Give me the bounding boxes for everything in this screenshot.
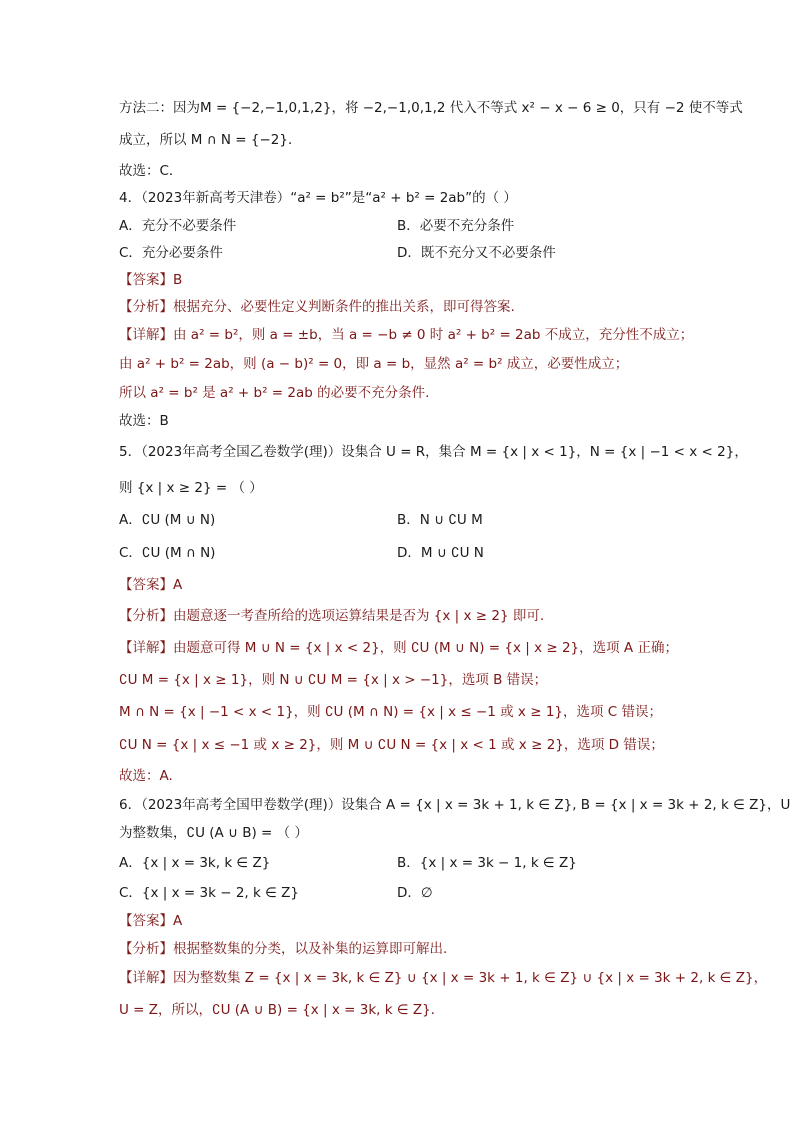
q4-detail-line3: 所以 a² = b² 是 a² + b² = 2ab 的必要不充分条件.	[119, 385, 430, 401]
q4-answer: 【答案】B	[119, 272, 183, 288]
q6-option-d: D．∅	[397, 885, 433, 901]
q3-method2-line2: 成立，所以 M ∩ N = {−2}．	[119, 132, 302, 148]
q5-detail-line1: 【详解】由题意可得 M ∪ N = {x | x < 2}，则 ∁U (M ∪ N) = {x | x ≥ 2}，选项 A 正确；	[119, 640, 678, 656]
q5-option-a: A．∁U (M ∪ N)	[119, 512, 216, 528]
q5-option-d: D．M ∪ ∁U N	[397, 545, 484, 561]
q5-stem-line2: 则 {x | x ≥ 2} = （ ）	[119, 480, 263, 496]
q3-method2-line1: 方法二：因为M = {−2,−1,0,1,2}，将 −2,−1,0,1,2 代入不等式 x² − x − 6 ≥ 0，只有 −2 使不等式	[119, 100, 743, 116]
q3-conclusion: 故选：C．	[119, 163, 183, 179]
q5-option-b: B．N ∪ ∁U M	[397, 512, 483, 528]
q4-detail-line1: 【详解】由 a² = b²，则 a = ±b，当 a = −b ≠ 0 时 a² + b² = 2ab 不成立，充分性不成立；	[119, 327, 694, 343]
q5-stem-line1: 5．（2023年高考全国乙卷数学(理)）设集合 U = R，集合 M = {x | x < 1}，N = {x | −1 < x < 2}，	[119, 444, 748, 460]
q5-detail-line4: ∁U N = {x | x ≤ −1 或 x ≥ 2}，则 M ∪ ∁U N = {x | x < 1 或 x ≥ 2}，选项 D 错误；	[119, 737, 664, 753]
q4-option-c: C．充分必要条件	[119, 245, 223, 261]
q6-detail-line2: U = Z，所以，∁U (A ∪ B) = {x | x = 3k, k ∈ Z}．	[119, 1002, 445, 1018]
q4-detail-line2: 由 a² + b² = 2ab，则 (a − b)² = 0，即 a = b，显然 a² = b² 成立，必要性成立；	[119, 356, 629, 372]
q4-option-b: B．必要不充分条件	[397, 218, 515, 234]
q4-analysis: 【分析】根据充分、必要性定义判断条件的推出关系，即可得答案.	[119, 299, 515, 315]
q4-stem: 4．（2023年新高考天津卷）“a² = b²”是“a² + b² = 2ab”的（ ）	[119, 190, 517, 206]
q6-option-c: C．{x | x = 3k − 2, k ∈ Z}	[119, 885, 299, 901]
q4-option-a: A．充分不必要条件	[119, 218, 237, 234]
q6-stem-line1: 6．（2023年高考全国甲卷数学(理)）设集合 A = {x | x = 3k + 1, k ∈ Z}, B = {x | x = 3k + 2, k ∈ Z}，U	[119, 797, 791, 813]
q6-analysis: 【分析】根据整数集的分类，以及补集的运算即可解出.	[119, 941, 448, 957]
q5-conclusion: 故选：A.	[119, 768, 173, 784]
q5-detail-line3: M ∩ N = {x | −1 < x < 1}，则 ∁U (M ∩ N) = {x | x ≤ −1 或 x ≥ 1}，选项 C 错误；	[119, 704, 663, 720]
q6-option-a: A．{x | x = 3k, k ∈ Z}	[119, 855, 271, 871]
q4-conclusion: 故选：B	[119, 413, 169, 429]
q6-detail-line1: 【详解】因为整数集 Z = {x | x = 3k, k ∈ Z} ∪ {x | x = 3k + 1, k ∈ Z} ∪ {x | x = 3k + 2, k ∈ Z}，	[119, 970, 768, 986]
q6-option-b: B．{x | x = 3k − 1, k ∈ Z}	[397, 855, 577, 871]
q5-option-c: C．∁U (M ∩ N)	[119, 545, 216, 561]
q5-detail-line2: ∁U M = {x | x ≥ 1}，则 N ∪ ∁U M = {x | x > −1}，选项 B 错误；	[119, 672, 548, 688]
q5-answer: 【答案】A	[119, 577, 183, 593]
q4-option-d: D．既不充分又不必要条件	[397, 245, 556, 261]
q5-analysis: 【分析】由题意逐一考查所给的选项运算结果是否为 {x | x ≥ 2} 即可.	[119, 608, 545, 624]
q6-answer: 【答案】A	[119, 913, 183, 929]
q6-stem-line2: 为整数集，∁U (A ∪ B) = （ ）	[119, 825, 308, 841]
